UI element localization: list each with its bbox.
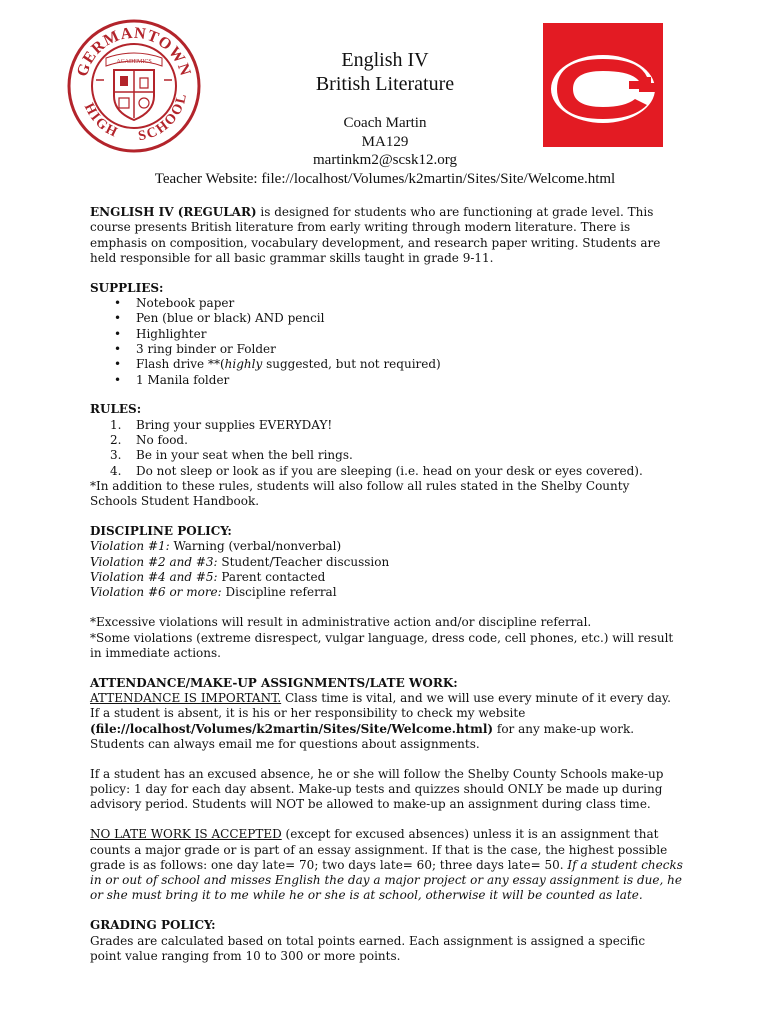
- violation-text: Parent contacted: [217, 570, 326, 585]
- rule-number: 2.: [110, 433, 122, 448]
- late-work-italic: in or out of school and misses English the day a major project or any essay assignment is due, he: [90, 873, 682, 888]
- late-work-line: (except for excused absences) unless it is an assignment that: [281, 827, 659, 842]
- intro-line: emphasis on composition, vocabulary development, and research paper writing. Students are: [90, 235, 661, 250]
- seal-bottom-right-text: SCHOOL: [137, 90, 191, 145]
- list-item: [90, 357, 685, 372]
- list-item: [90, 448, 685, 463]
- syllabus-body: [90, 205, 685, 964]
- list-item: • Highlighter: [90, 327, 685, 342]
- discipline-list: [90, 539, 685, 600]
- late-work-italic: If a student checks: [567, 857, 683, 872]
- rules-heading: RULES:: [90, 402, 142, 417]
- list-item: [90, 433, 685, 448]
- rules-note-line: Schools Student Handbook.: [90, 494, 260, 509]
- attendance-line: for any make-up work.: [493, 721, 635, 736]
- list-item: [90, 418, 685, 433]
- attendance-paragraph: [90, 691, 685, 752]
- late-work-paragraph: [90, 827, 685, 903]
- course-title: English IV: [341, 49, 429, 71]
- discipline-note-line: *Excessive violations will result in administrative action and/or discipline referral.: [90, 615, 592, 630]
- seal-top-text: GERMANTOWN: [73, 24, 195, 79]
- rules-note-line: *In addition to these rules, students will also follow all rules stated in the Shelby County: [90, 478, 630, 493]
- seal-bottom-left-text: HIGH: [80, 100, 122, 142]
- course-subtitle: British Literature: [315, 73, 455, 95]
- rule-number: 3.: [110, 448, 122, 463]
- rule-text: No food.: [136, 433, 188, 448]
- late-work-italic: or she must bring it to me while he or she is at school, otherwise it will be counted as late.: [90, 888, 643, 903]
- attendance-line: Students can always email me for questions about assignments.: [90, 736, 480, 751]
- flash-post: suggested, but not required): [262, 357, 441, 372]
- intro-paragraph: [90, 205, 685, 266]
- intro-line: is designed for students who are functioning at grade level. This: [256, 205, 654, 219]
- list-item: • Pen (blue or black) AND pencil: [90, 311, 685, 326]
- seal-banner-text: ACADEMICS: [116, 59, 152, 65]
- flash-pre: Flash drive **(: [136, 357, 225, 372]
- discipline-note-line: in immediate actions.: [90, 645, 221, 660]
- late-work-line: counts a major grade or is part of an essay assignment. If that is the case, the highest possible: [90, 842, 668, 857]
- course-title-block: [60, 48, 710, 96]
- makeup-policy-paragraph: [90, 767, 685, 813]
- attendance-line: Class time is vital, and we will use every minute of it every day.: [281, 690, 671, 705]
- grading-line: Grades are calculated based on total points earned. Each assignment is assigned a specific: [90, 933, 646, 948]
- rules-note: [90, 479, 685, 510]
- violation-label: Violation #2 and #3:: [90, 554, 218, 569]
- violation-text: Discipline referral: [221, 585, 337, 600]
- supplies-list: [90, 296, 685, 388]
- supplies-heading: SUPPLIES:: [90, 280, 164, 295]
- intro-bold: ENGLISH IV (REGULAR): [90, 205, 257, 219]
- makeup-line: If a student has an excused absence, he or she will follow the Shelby County Schools make-up: [90, 766, 664, 781]
- discipline-notes: [90, 615, 685, 661]
- violation-label: Violation #6 or more:: [90, 585, 222, 600]
- discipline-heading: DISCIPLINE POLICY:: [90, 524, 232, 539]
- room-number: MA129: [361, 133, 409, 150]
- violation-text: Student/Teacher discussion: [217, 554, 390, 569]
- late-work-line: grade is as follows: one day late= 70; two days late= 60; three days late= 50.: [90, 857, 568, 872]
- website-link[interactable]: (file://localhost/Volumes/k2martin/Sites/Site/Welcome.html): [90, 721, 494, 736]
- rule-text: Be in your seat when the bell rings.: [136, 448, 353, 463]
- teacher-website[interactable]: Teacher Website: file://localhost/Volumes/k2martin/Sites/Site/Welcome.html: [154, 170, 616, 187]
- attendance-important: ATTENDANCE IS IMPORTANT.: [90, 690, 282, 705]
- late-work-underline: NO LATE WORK IS ACCEPTED: [90, 827, 282, 842]
- violation-text: Warning (verbal/nonverbal): [169, 539, 342, 554]
- attendance-heading: ATTENDANCE/MAKE-UP ASSIGNMENTS/LATE WORK:: [90, 675, 458, 690]
- grading-paragraph: [90, 934, 685, 965]
- violation-label: Violation #4 and #5:: [90, 570, 218, 585]
- rule-text: Bring your supplies EVERYDAY!: [136, 417, 333, 432]
- violation-label: Violation #1:: [90, 539, 170, 554]
- intro-line: course presents British literature from early writing through modern literature. There is: [90, 220, 631, 235]
- list-item: • 1 Manila folder: [90, 373, 685, 388]
- rule-text: Do not sleep or look as if you are sleeping (i.e. head on your desk or eyes covered).: [136, 463, 643, 478]
- makeup-line: policy: 1 day for each day absent. Make-up tests and quizzes should ONLY be made up during: [90, 782, 663, 797]
- discipline-note-line: *Some violations (extreme disrespect, vulgar language, dress code, cell phones, etc.) will result: [90, 630, 674, 645]
- list-item: • 3 ring binder or Folder: [90, 342, 685, 357]
- list-item: • Notebook paper: [90, 296, 685, 311]
- teacher-email[interactable]: martinkm2@scsk12.org: [313, 152, 457, 168]
- rules-list: [90, 418, 685, 479]
- makeup-line: advisory period. Students will NOT be allowed to make-up an assignment during class time.: [90, 797, 651, 812]
- grading-line: point value ranging from 10 to 300 or more points.: [90, 948, 401, 963]
- teacher-contact-block: [60, 114, 710, 188]
- flash-emphasis: highly: [224, 357, 263, 372]
- teacher-name: Coach Martin: [343, 115, 427, 131]
- grading-heading: GRADING POLICY:: [90, 918, 216, 933]
- list-item: [90, 464, 685, 479]
- rule-number: 1.: [110, 417, 122, 432]
- attendance-line: If a student is absent, it is his or her responsibility to check my website: [90, 706, 526, 721]
- rule-number: 4.: [110, 463, 122, 478]
- intro-line: held responsible for all basic grammar skills taught in grade 9-11.: [90, 250, 494, 265]
